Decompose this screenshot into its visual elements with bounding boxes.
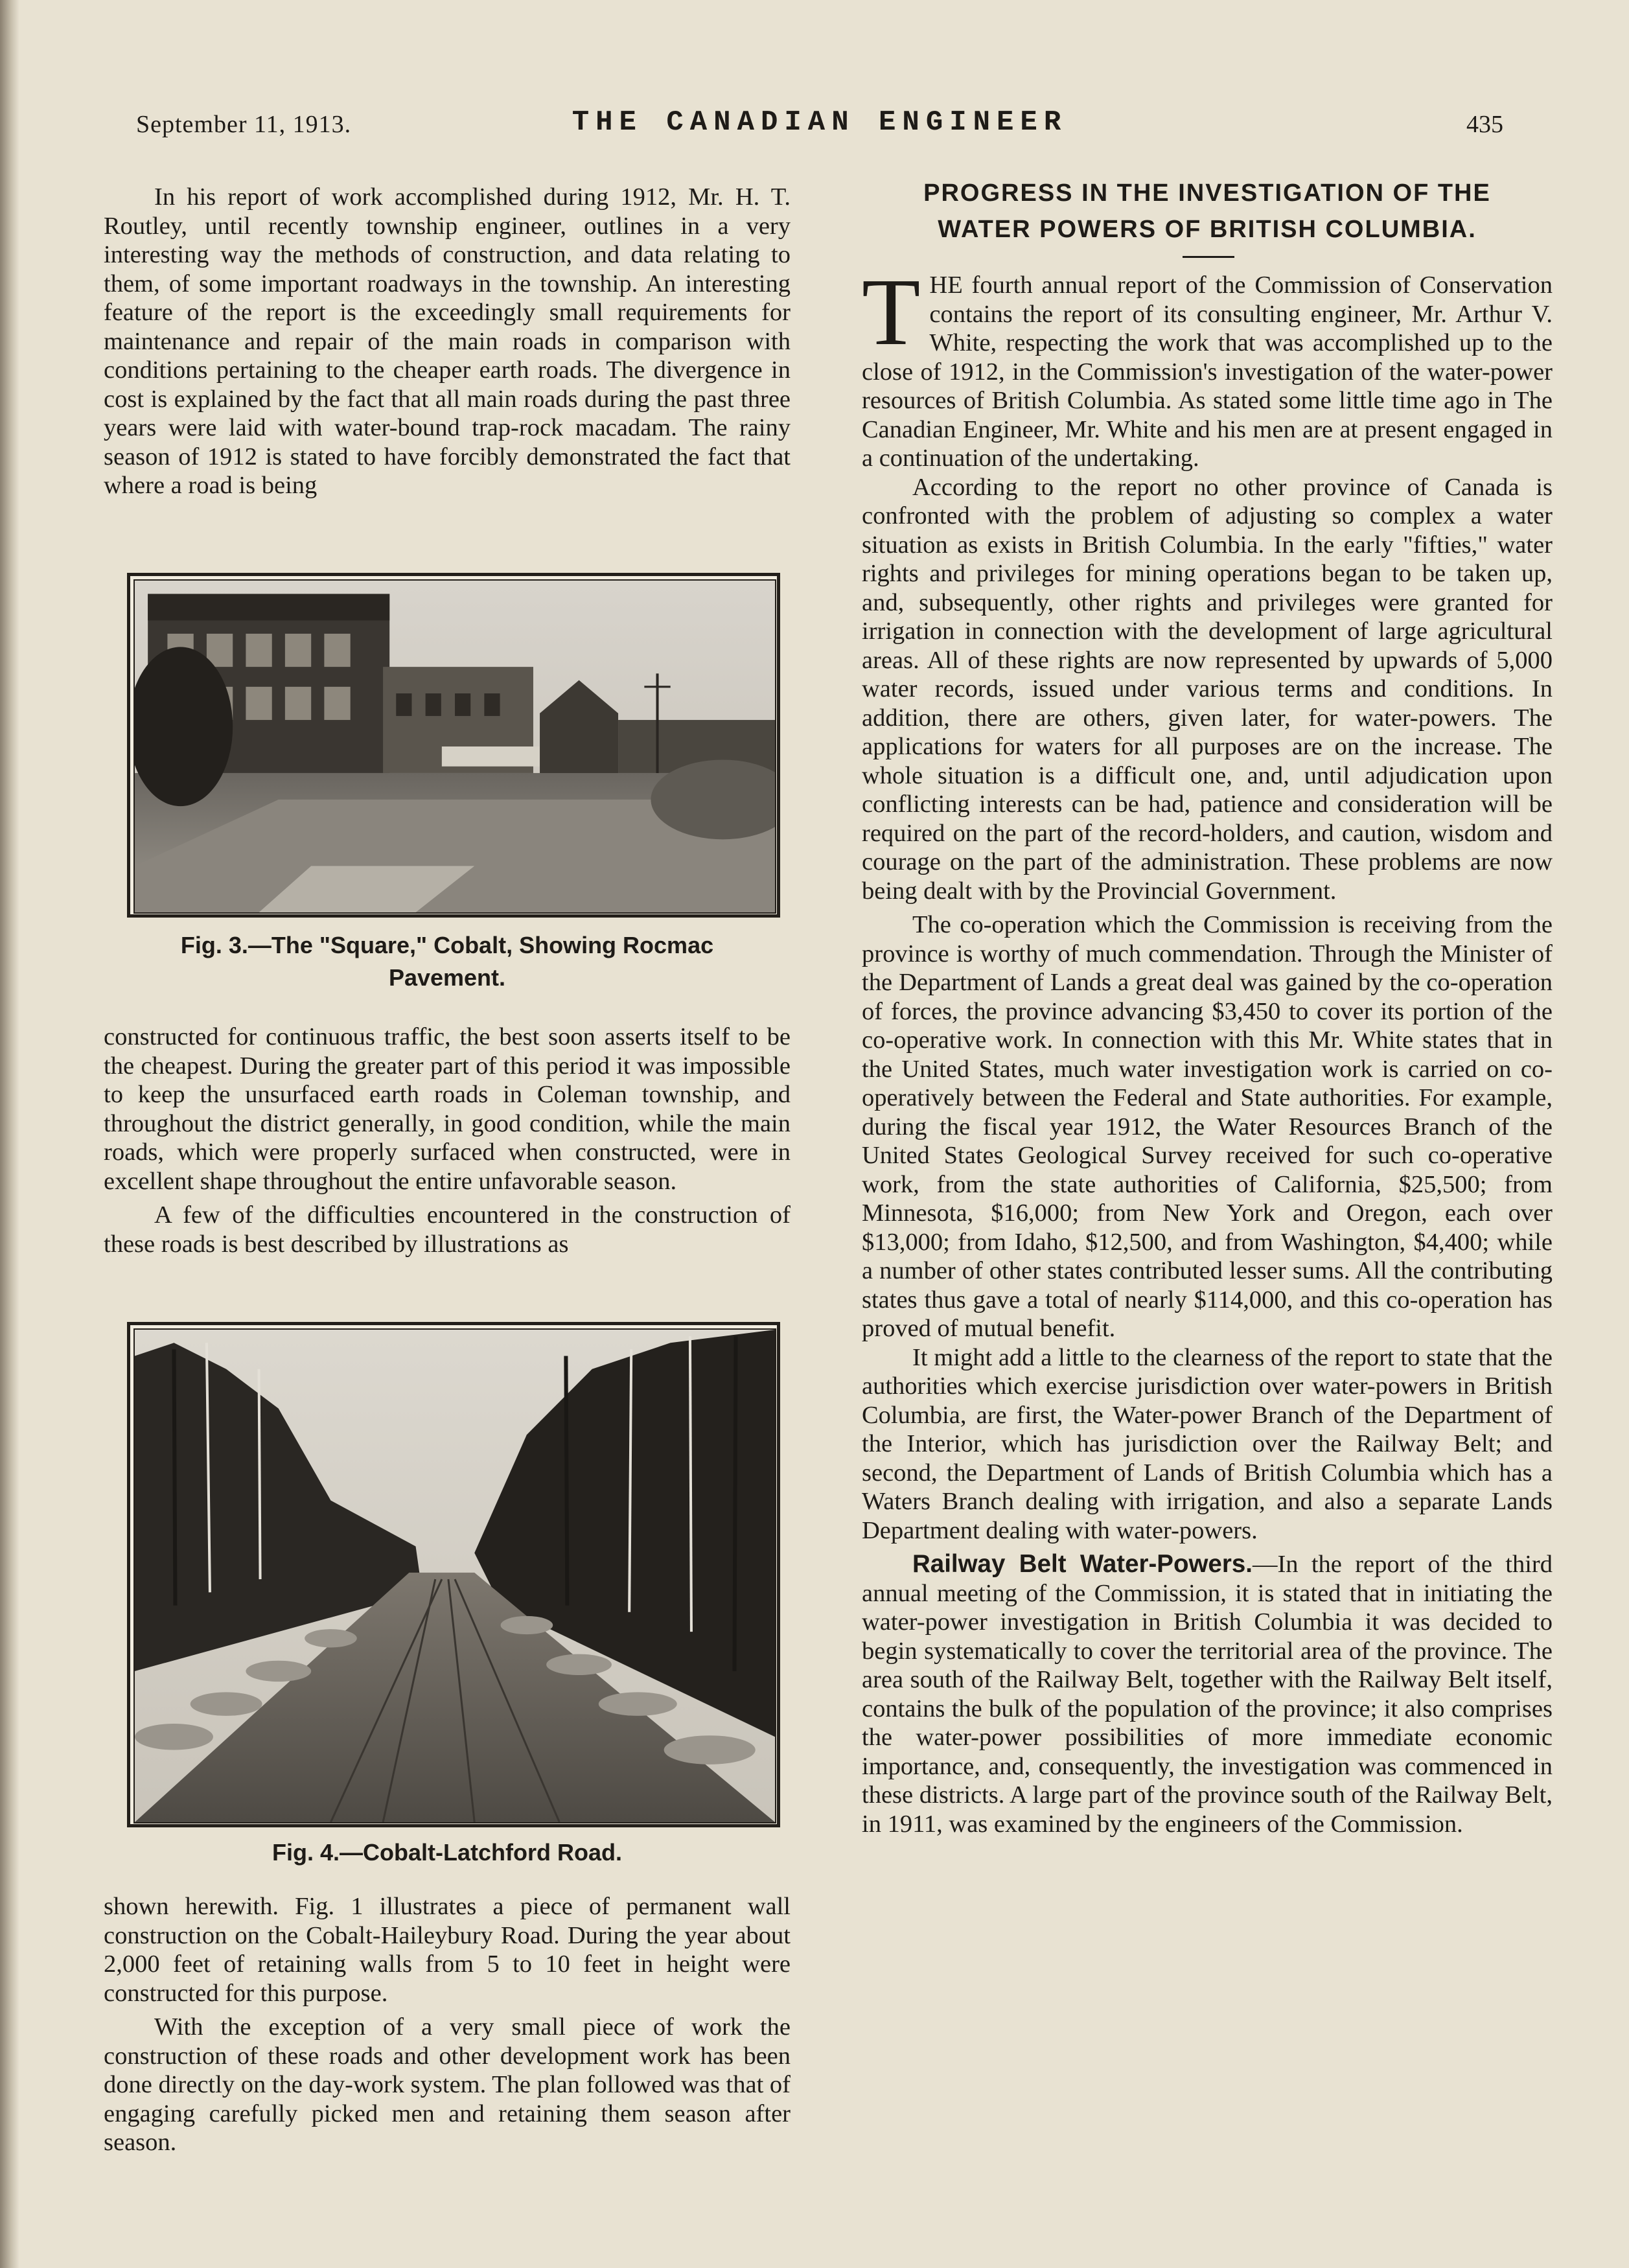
- running-header: [136, 104, 1503, 143]
- figure-3-caption: Fig. 3.—The "Square," Cobalt, Showing Rocmac Pavement.: [180, 932, 714, 991]
- right-column-text: [862, 259, 1553, 1838]
- paragraph: In his report of work accomplished during 1912, Mr. H. T. Routley, until recently township engineer, outlines in a very interesting way the methods of construction, and data relating to them, of some important roadways in the township. An interesting feature of the report is the exceedingly small requirements for maintenance and repair of the main roads in comparison with conditions pertaining to the cheaper earth roads. The divergence in cost is explained by the fact that all main roads during the past three years were laid with water-bound trap-rock macadam. The rainy season of 1912 is stated to have forcibly demonstrated the fact that where a road is being: [104, 183, 791, 499]
- paragraph: constructed for continuous traffic, the best soon asserts itself to be the cheapest. During the greater part of this period it was impossible to keep the unsurfaced earth roads in Coleman township, and throughout the district generally, in good condition, while the main roads, which were properly surfaced when constructed, were in excellent shape throughout the entire unfavorable season.: [104, 1023, 791, 1195]
- left-column-text-3: [104, 1892, 791, 2157]
- journal-title: THE CANADIAN ENGINEER: [572, 106, 1068, 139]
- article-title-line-1: PROGRESS IN THE INVESTIGATION OF THE: [923, 179, 1491, 207]
- paragraph: [862, 259, 1553, 473]
- paragraph: With the exception of a very small piece of work the construction of these roads and other development work has been done directly on the day-work system. The plan followed was that of engaging carefully picked men and retaining them season after season.: [104, 2013, 791, 2156]
- paragraph: shown herewith. Fig. 1 illustrates a piece of permanent wall construction on the Cobalt-Haileybury Road. During the year about 2,000 feet of retaining walls from 5 to 10 feet in height were constructed for this purpose.: [104, 1893, 791, 2007]
- page-edge: [0, 0, 19, 2268]
- figure-3-photo: [127, 573, 780, 918]
- paragraph: The co-operation which the Commission is receiving from the province is worthy of much commendation. Through the Minister of the Department of Lands a great deal was gained by the co-operation of forces, the province advancing $3,450 to cover its portion of the co-operative work. In connection with this Mr. White states that in the United States, much water investigation work is carried on co-operatively between the Federal and State authorities. For example, during the fiscal year 1912, the Water Resources Branch of the United States Geological Survey received for such co-operative work, from the state authorities of California, $25,500; from Minnesota, $16,000; from New York and Oregon, each over $13,000; from Idaho, $12,500, and from Washington, $4,400; while a number of other states contributed lesser sums. All the contributing states thus gave a total of nearly $114,000, and this co-operation has proved of mutual benefit.: [862, 911, 1553, 1342]
- paragraph: A few of the difficulties encountered in the construction of these roads is best described by illustrations as: [104, 1201, 791, 1258]
- left-column-text-1: [104, 183, 791, 500]
- drop-cap: T: [862, 259, 921, 365]
- paragraph-text: HE fourth annual report of the Commission of Conservation contains the report of its consulting engineer, Mr. Arthur V. White, respecting the work that was accomplished up to the close of 1912, in the Commission's investigation of the water-power resources of British Columbia. As stated some little time ago in The Canadian Engineer, Mr. White and his men are at present engaged in a continuation of the undertaking.: [862, 272, 1553, 472]
- paragraph: [862, 1550, 1553, 1838]
- article-title-line-2: WATER POWERS OF BRITISH COLUMBIA.: [938, 216, 1477, 243]
- paragraph-text: —In the report of the third annual meeting of the Commission, it is stated that in initiating the water-power investigation in British Columbia it was decided to begin systematically to cover the territorial area of the province. The area south of the Railway Belt, together with the Railway Belt itself, contains the bulk of the population of the province; it also comprises the water-power possibilities of more immediate economic importance, and, consequently, the investigation was commenced in these districts. A large part of the province south of the Railway Belt, in 1911, was examined by the engineers of the Commission.: [862, 1551, 1553, 1838]
- figure-4-image: [135, 1330, 775, 1822]
- paragraph: It might add a little to the clearness of the report to state that the authorities which exercise jurisdiction over water-powers in British Columbia, are first, the Water-power Branch of the Department of the Interior, which has jurisdiction over the Railway Belt; and second, the Department of Lands of British Columbia which has a Waters Branch dealing with irrigation, and also a separate Lands Department dealing with water-powers.: [862, 1343, 1553, 1544]
- figure-3-image: [135, 581, 775, 912]
- figure-4-caption: Fig. 4.—Cobalt-Latchford Road.: [272, 1839, 622, 1866]
- article-title: [855, 175, 1559, 248]
- header-date: September 11, 1913.: [136, 111, 352, 138]
- page-number: 435: [1466, 111, 1503, 138]
- figure-4-photo: [127, 1322, 780, 1827]
- paragraph: According to the report no other province of Canada is confronted with the problem of adjusting so complex a water situation as exists in British Columbia. In the early "fifties," water rights and privileges for mining operations began to be taken up, and, subsequently, other rights and privileges were granted for irrigation in connection with the development of large agricultural areas. All of these rights are now represented by upwards of 5,000 water records, issued under various terms and conditions. In addition, there are others, given later, for water-powers. The applications for waters for all purposes are on the increase. The whole situation is a difficult one, and, until adjudication upon conflicting interests can be had, patience and consideration will be required on the part of the record-holders, and caution, wisdom and courage on the part of the administration. These problems are now being dealt with by the Provincial Government.: [862, 473, 1553, 905]
- title-divider: [1183, 256, 1234, 258]
- left-column-text-2: [104, 1023, 791, 1258]
- subheading: Railway Belt Water-Powers.: [912, 1550, 1253, 1578]
